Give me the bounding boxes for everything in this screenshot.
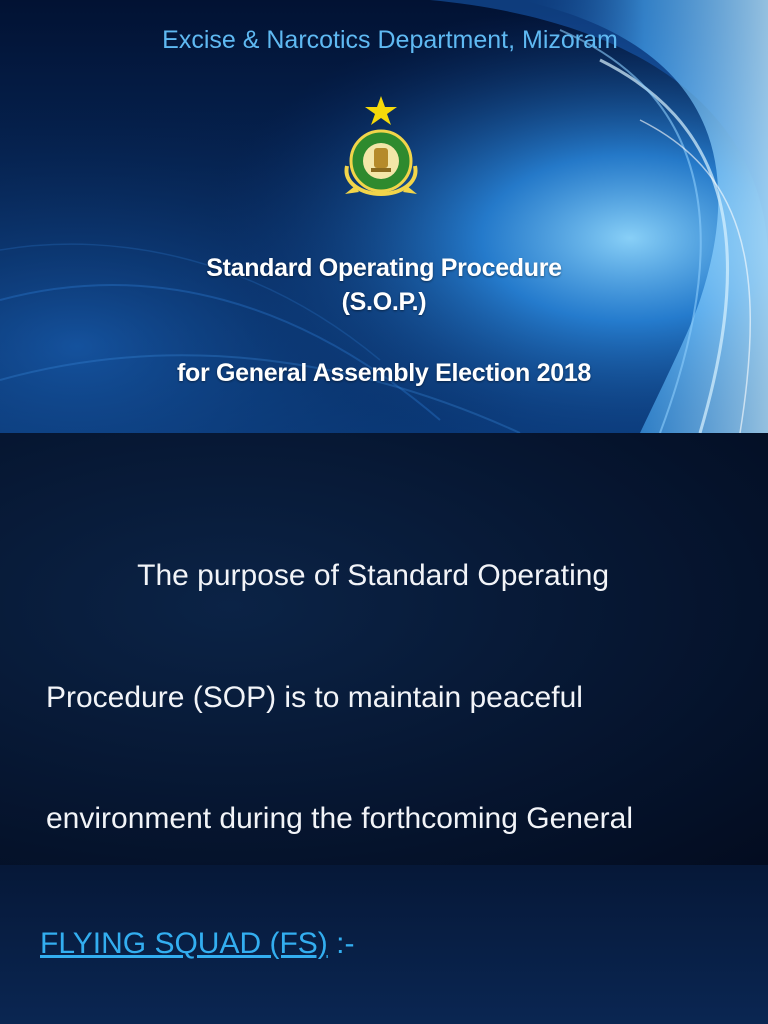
flying-squad-heading (40, 927, 354, 961)
sop-subtitle: for General Assembly Election 2018 (176, 359, 592, 387)
paragraph-line: environment during the forthcoming General (46, 802, 633, 835)
flying-squad-heading-suffix: :- (327, 927, 355, 960)
flying-squad-heading-label: FLYING SQUAD (FS) (40, 927, 328, 960)
purpose-paragraph (46, 475, 736, 865)
star-icon (365, 96, 397, 125)
sop-abbreviation: (S.O.P.) (341, 288, 427, 316)
paragraph-line: Procedure (SOP) is to maintain peaceful (46, 680, 583, 714)
flying-squad-paragraph (40, 967, 760, 1024)
paragraph-line: The purpose of Standard Operating (46, 559, 610, 592)
flying-squad-section (0, 865, 768, 1024)
title-banner (0, 0, 768, 433)
excise-narcotics-emblem-icon (333, 94, 429, 204)
department-name: Excise & Narcotics Department, Mizoram (162, 26, 618, 54)
purpose-section (0, 433, 768, 865)
sop-title: Standard Operating Procedure (206, 254, 562, 282)
